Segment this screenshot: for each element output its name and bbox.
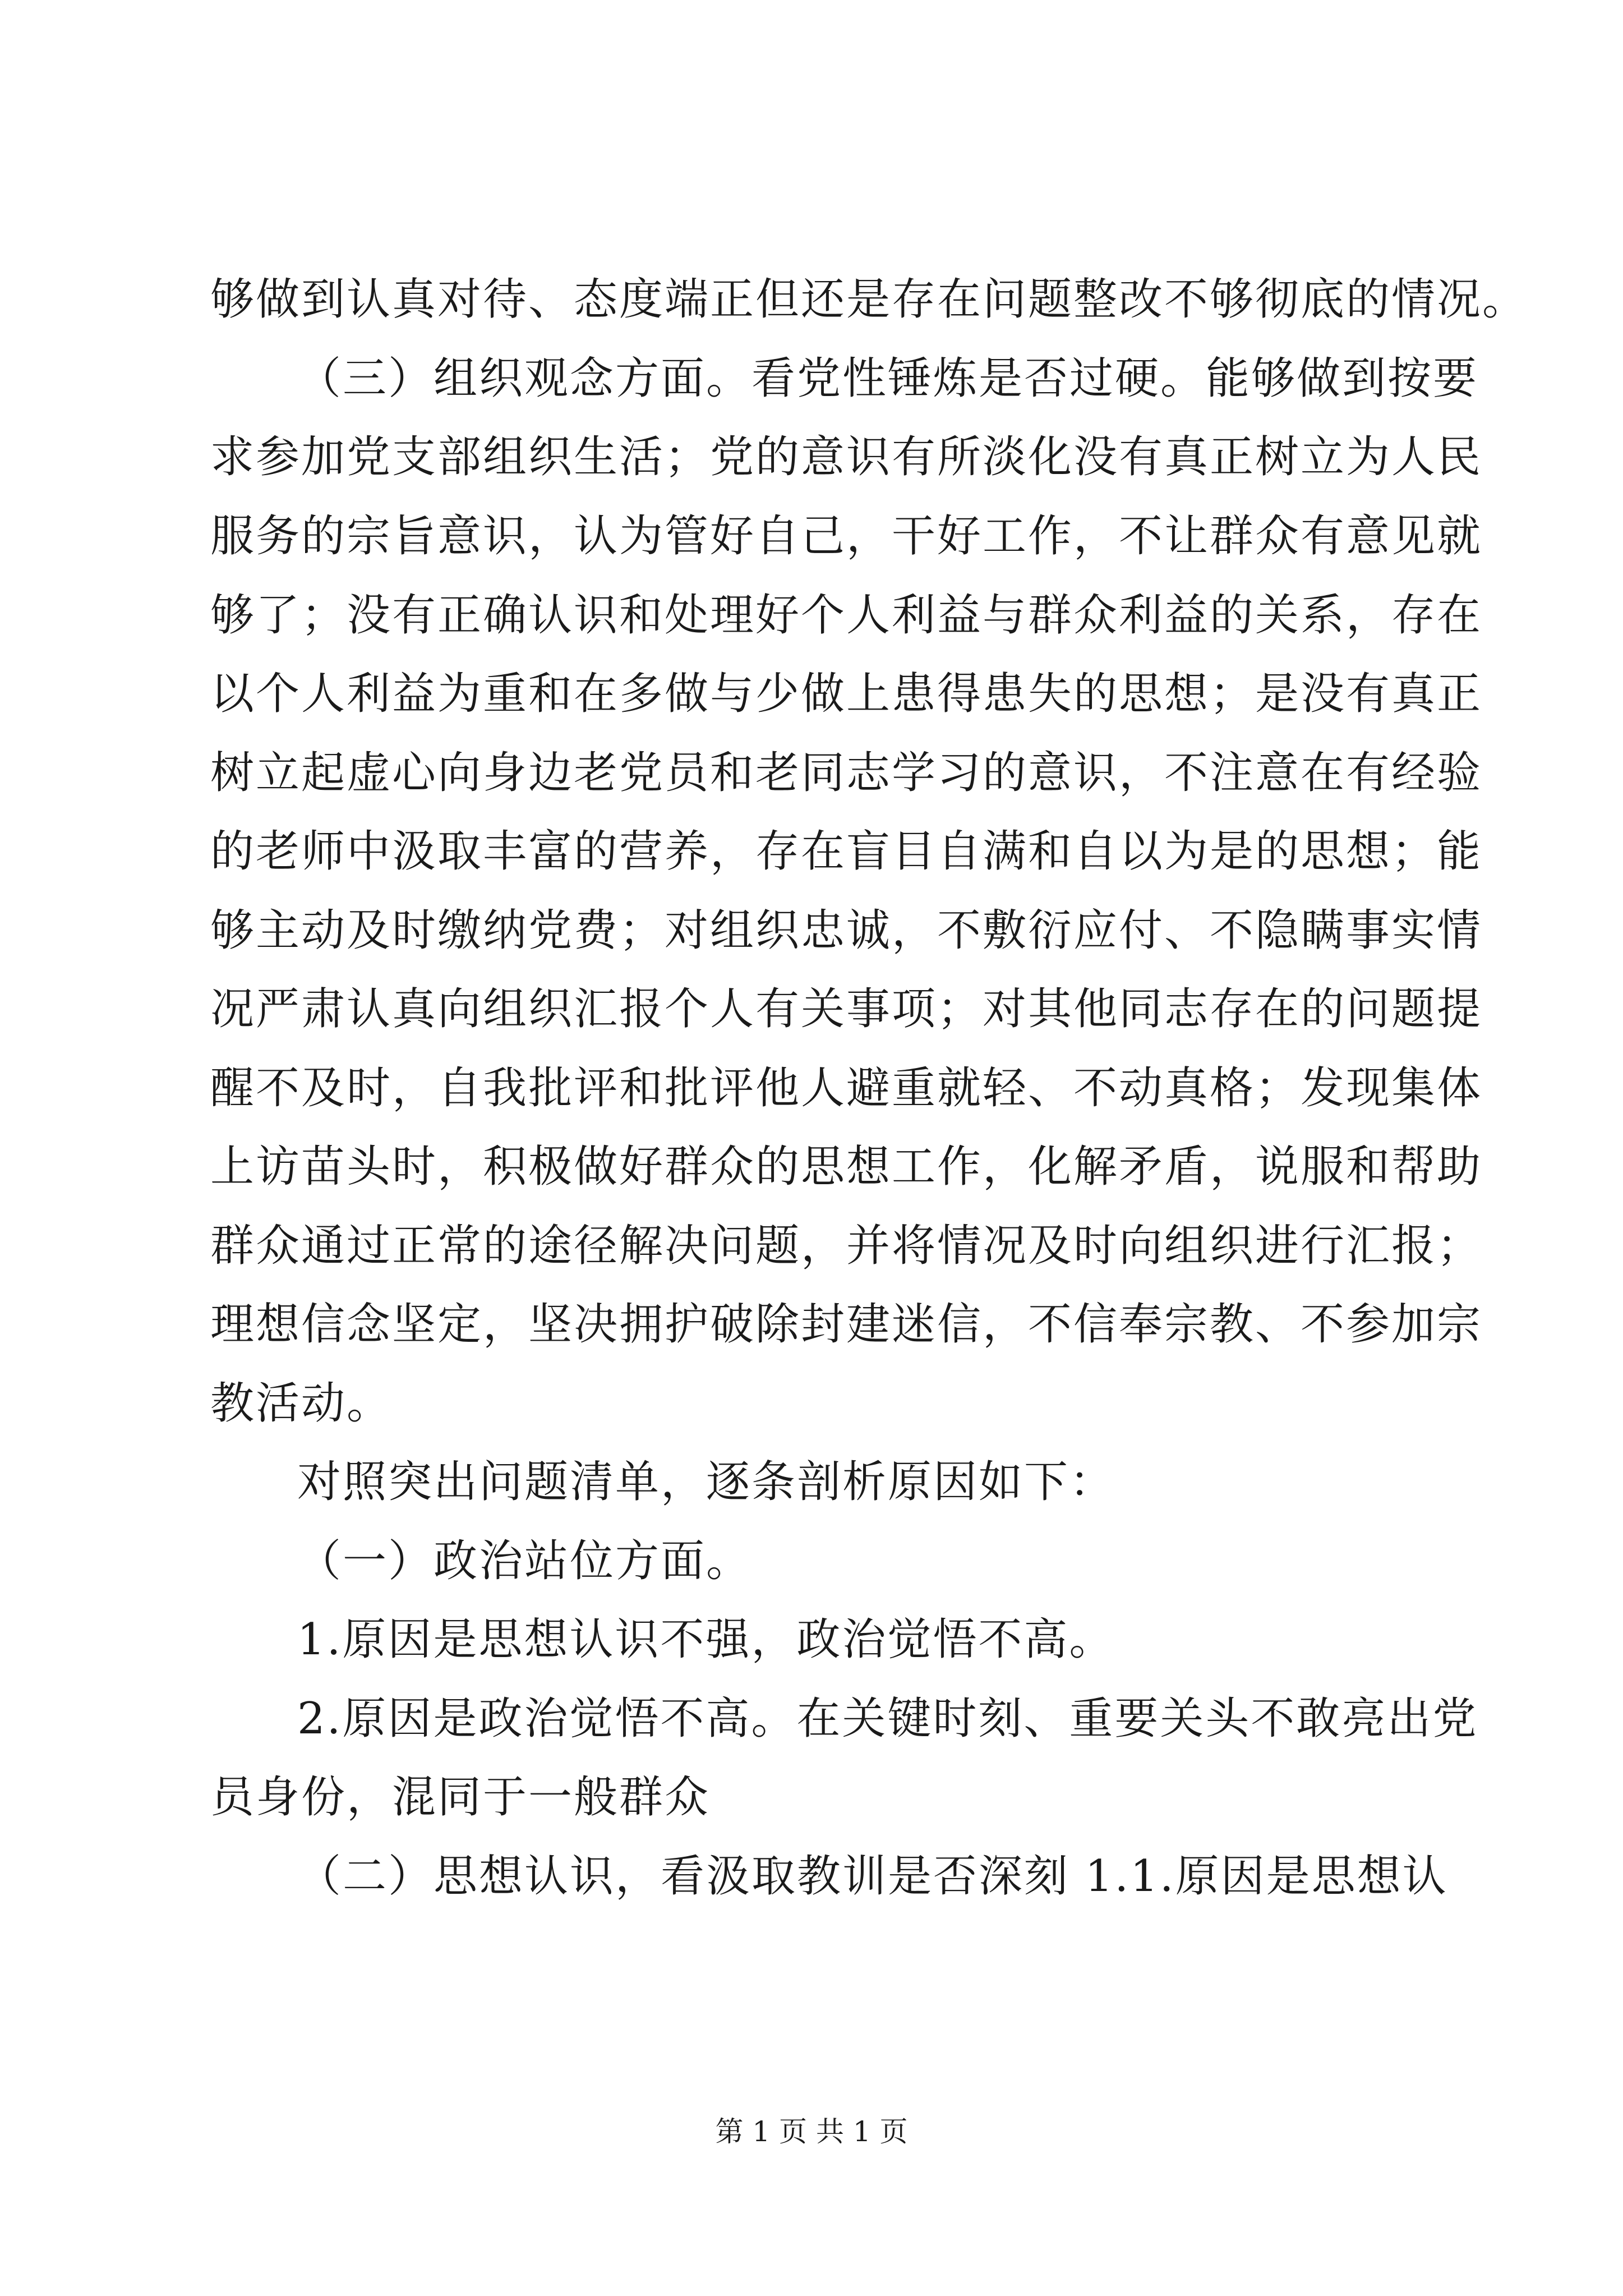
text-line-14: 理想信念坚定，坚决拥护破除封建迷信，不信奉宗教、不参加宗 xyxy=(210,1299,1483,1350)
text-line-18: 1.原因是思想认识不强，政治觉悟不高。 xyxy=(297,1614,1115,1665)
text-line-8: 的老师中汲取丰富的营养，存在盲目自满和自以为是的思想；能 xyxy=(210,826,1483,877)
text-line-17: （一）政治站位方面。 xyxy=(297,1536,752,1586)
text-line-10: 况严肃认真向组织汇报个人有关事项；对其他同志存在的问题提 xyxy=(210,984,1483,1034)
text-line-15: 教活动。 xyxy=(210,1378,393,1429)
text-line-7: 树立起虚心向身边老党员和老同志学习的意识，不注意在有经验 xyxy=(210,748,1483,798)
text-line-3: 求参加党支部组织生活；党的意识有所淡化没有真正树立为人民 xyxy=(210,432,1483,482)
text-line-4: 服务的宗旨意识，认为管好自己，干好工作，不让群众有意见就 xyxy=(210,511,1483,562)
text-line-16: 对照突出问题清单，逐条剖析原因如下： xyxy=(297,1457,1115,1507)
text-line-20: 员身份，混同于一般群众 xyxy=(210,1772,711,1823)
text-line-19: 2.原因是政治觉悟不高。在关键时刻、重要关头不敢亮出党 xyxy=(297,1694,1478,1744)
text-line-11: 醒不及时，自我批评和批评他人避重就轻、不动真格；发现集体 xyxy=(210,1063,1483,1114)
text-line-6: 以个人利益为重和在多做与少做上患得患失的思想；是没有真正 xyxy=(210,669,1483,719)
text-line-1: 够做到认真对待、态度端正但还是存在问题整改不够彻底的情况。 xyxy=(210,274,1528,325)
page-footer: 第 1 页 共 1 页 xyxy=(715,2115,908,2148)
text-line-5: 够了；没有正确认识和处理好个人利益与群众利益的关系，存在 xyxy=(210,590,1483,641)
text-line-13: 群众通过正常的途径解决问题，并将情况及时向组织进行汇报； xyxy=(210,1221,1483,1271)
text-line-21: （二）思想认识，看汲取教训是否深刻 1.1.原因是思想认 xyxy=(297,1851,1448,1902)
text-line-2: （三）组织观念方面。看党性锤炼是否过硬。能够做到按要 xyxy=(297,353,1479,404)
text-line-9: 够主动及时缴纳党费；对组织忠诚，不敷衍应付、不隐瞒事实情 xyxy=(210,905,1483,956)
text-line-12: 上访苗头时，积极做好群众的思想工作，化解矛盾，说服和帮助 xyxy=(210,1142,1483,1192)
